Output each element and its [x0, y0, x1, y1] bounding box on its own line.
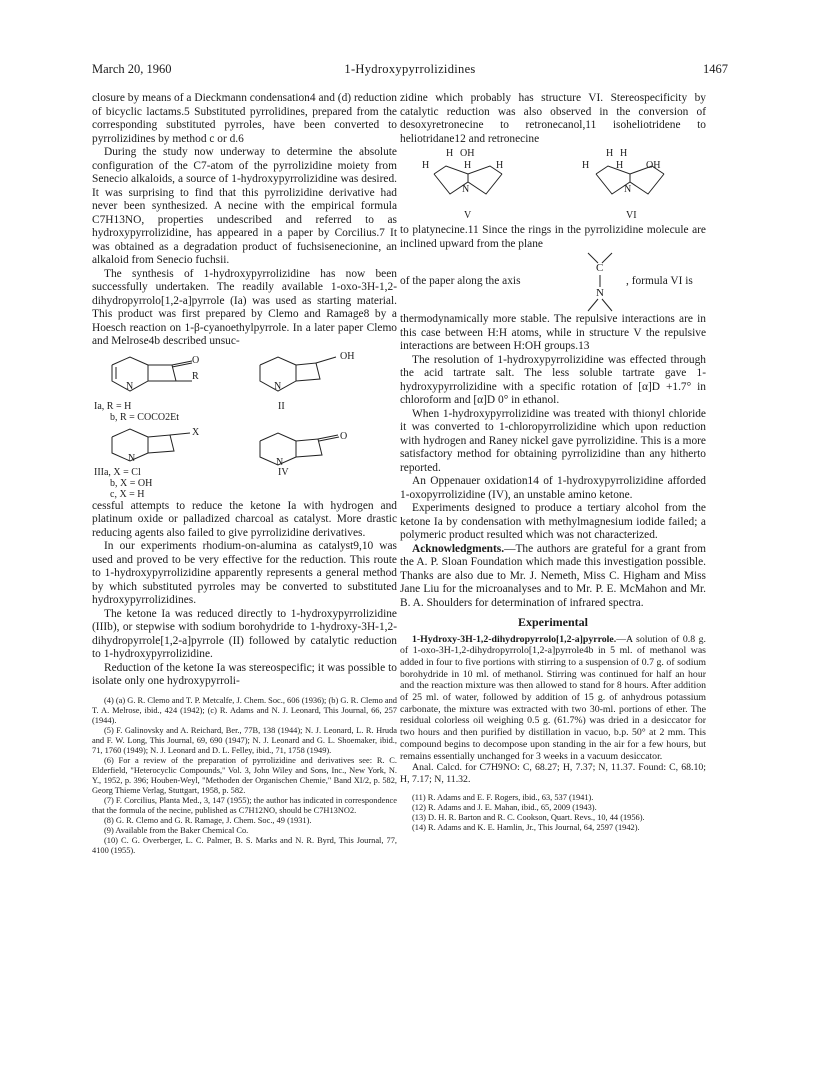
- paragraph: to platynecine.11 Since the rings in the pyrrolizidine molecule are inclined upward from the plane: [400, 224, 706, 250]
- structure-iv-label: IV: [278, 466, 289, 478]
- paragraph: Experiments designed to produce a tertiary alcohol from the ketone Ia by condensation with methylmagnesium iodide failed; a polymeric product resulted which was not characterized.: [400, 502, 706, 541]
- acknowledgments-text: —The authors are grateful for a grant from the A. P. Sloan Foundation which made this investigation possible. Thanks are also due to Mr. J. Nemeth, Miss C. Higham and Miss Jane Liu for the microanalyses and to Mr. P. E. McMahon and Mr. B. A. Shoulders for determination of infrared spectra.: [400, 542, 706, 609]
- footnote: (12) R. Adams and J. E. Mahan, ibid., 65, 2009 (1943).: [412, 802, 597, 812]
- experimental-text: —A solution of 0.8 g. of 1-oxo-3H-1,2-dihydropyrrolo[1,2-a]pyrrole4b in 5 ml. of methanol was added in four to five portions with stirring to a suspension of 0.7 g. of sodium borohydride in 10 ml. of methanol. Stirring was continued for half an hour and the reaction mixture was then allowed to stand for 8 hours. After addition of 25 ml. of water, followed by addition of 15 g. of anhydrous potassium carbonate, the mixture was extracted with two 30-ml. portions of ether. The residual colorless oil weighing 0.5 g. (61.7%) was dried in a desiccator for two hours and then purified by distillation in vacuo, b.p. 50° at 2 mm. This compound begins to decompose upon standing in the air for a few hours, but remains essentially unchanged for 3 weeks in a vacuum desiccator.: [400, 633, 706, 762]
- n-label: N: [624, 184, 632, 195]
- header-date: March 20, 1960: [92, 62, 172, 76]
- carbonyl-o-label: O: [340, 430, 348, 442]
- h-label: H: [422, 160, 430, 171]
- paragraph: An Oppenauer oxidation14 of 1-hydroxypyrrolizidine afforded 1-oxopyrrolizidine (IV), an unstable amino ketone.: [400, 475, 706, 501]
- structure-vi-drawing: [586, 152, 676, 212]
- structure-iiia-label: IIIa, X = Cl: [94, 466, 141, 478]
- h-label: H: [620, 148, 628, 159]
- hydroxyl-label: OH: [340, 350, 355, 362]
- footnote: (6) For a review of the preparation of pyrrolizidine and derivatives see: R. C. Elderfield, "Heterocyclic Compounds," Vol. 3, John Wiley and Sons, Inc., New York, N. Y., 1952, p. 396; Houben-Weyl, "Methoden der Organischen Chemie," Band XI/2, p. 582, Georg Thieme Verlag, Stuttgart, 1958, p. 582.: [92, 755, 397, 795]
- paragraph: Reduction of the ketone Ia was stereospecific; it was possible to isolate only one hydroxypyrroli-: [92, 661, 397, 687]
- left-column: [92, 92, 397, 856]
- axis-text-left: of the paper along the axis: [400, 275, 521, 287]
- page-header: [92, 62, 728, 78]
- paragraph: The ketone Ia was reduced directly to 1-hydroxypyrrolizidine (IIIb), or stepwise with sodium borohydride to 1-hydroxy-3H-1,2-dihydropyrrole[1,2-a]pyrrole (II) followed by catalytic reduction to 1-hydroxypyrrolizidine.: [92, 607, 397, 660]
- axis-diagram: [400, 251, 706, 313]
- structure-iiib-label: b, X = OH: [110, 477, 153, 489]
- oh-label: OH: [460, 148, 475, 159]
- nitrogen-label: N: [276, 456, 284, 468]
- footnote: (10) C. G. Overberger, L. C. Palmer, B. S. Marks and N. R. Byrd, This Journal, 77, 4100 (1955).: [92, 835, 397, 855]
- axis-text-right: , formula VI is: [626, 275, 693, 287]
- paragraph: When 1-hydroxypyrrolizidine was treated with thionyl chloride it was converted to 1-chloropyrrolizidine which upon reduction with hydrogen and Raney nickel gave pyrrolizidine. This is a more satisfactory method for obtaining pyrrolizidine than any hitherto reported.: [400, 407, 706, 474]
- paragraph: The synthesis of 1-hydroxypyrrolizidine has now been successfully undertaken. The readily available 1-oxo-3H-1,2-dihydropyrrolo[1,2-a]pyrrole (Ia) was used as starting material. This product was first prepared by Clemo and Ramage8 by a Hoesch reaction on 1-β-cyanoethylpyrrole. In a later paper Clemo and Melrose4b described unsuc-: [92, 267, 397, 347]
- h-label: H: [446, 148, 454, 159]
- structure-ii-label: II: [278, 400, 285, 412]
- footnote: (8) G. R. Clemo and G. R. Ramage, J. Chem. Soc., 49 (1931).: [104, 815, 312, 825]
- r-group-label: R: [192, 370, 199, 382]
- footnote: (7) F. Corcilius, Planta Med., 3, 147 (1955); the author has indicated in correspondence that the formula of the necine, published as C7H12NO, should be C7H13NO2.: [92, 795, 397, 815]
- paragraph: thermodynamically more stable. The repulsive interactions are in this case between H:H atoms, while in structure V the repulsive interactions are between H:OH groups.13: [400, 313, 706, 352]
- footnote: (5) F. Galinovsky and A. Reichard, Ber., 77B, 138 (1944); N. J. Leonard, L. R. Hruda and F. W. Long, This Journal, 69, 690 (1947); N. J. Leonard and G. L. Shoemaker, ibid., 71, 1760 (1949); N. J. Leonard and D. L. Felley, ibid., 71, 1758 (1949).: [92, 725, 397, 755]
- footnote: (14) R. Adams and K. E. Hamlin, Jr., This Journal, 64, 2597 (1942).: [412, 822, 640, 832]
- structure-ia-drawing: [110, 353, 220, 403]
- x-group-label: X: [192, 426, 200, 438]
- h-label: H: [582, 160, 590, 171]
- running-title: 1-Hydroxypyrrolizidines: [344, 62, 476, 76]
- structure-ib-label: b, R = COCO2Et: [110, 411, 179, 423]
- footnotes-right: [400, 793, 706, 833]
- acknowledgments: [400, 543, 706, 611]
- paragraph: The resolution of 1-hydroxypyrrolizidine was effected through the acid tartrate salt. The less soluble tartrate gave 1-hydroxypyrrolizidine with a specific rotation of [α]D +1.7° in chloroform and [α]D 0° in ethanol.: [400, 353, 706, 406]
- oh-label: OH: [646, 160, 661, 171]
- right-column: [400, 92, 706, 833]
- page-number: 1467: [703, 62, 728, 76]
- structures-i-iv: [92, 350, 397, 500]
- footnotes-left: [92, 696, 397, 856]
- nitrogen-label: N: [274, 380, 282, 392]
- paragraph: closure by means of a Dieckmann condensation4 and (d) reduction of bicyclic lactams.5 Substituted pyrrolidines, prepared from the corresponding substituted pyrroles, have been converted to pyrrolizidines by method c or d.6: [92, 92, 397, 145]
- footnote: (13) D. H. R. Barton and R. C. Cookson, Quart. Revs., 10, 44 (1956).: [412, 812, 645, 822]
- h-label: H: [496, 160, 504, 171]
- axis-c-n-drawing: [580, 251, 620, 313]
- structure-ia-label: Ia, R = H: [94, 400, 132, 412]
- carbonyl-o-label: O: [192, 354, 200, 366]
- n-label: N: [462, 184, 470, 195]
- analysis-text: Anal. Calcd. for C7H9NO: C, 68.27; H, 7.37; N, 11.37. Found: C, 68.10; H, 7.17; N, 11.32.: [400, 762, 706, 785]
- structure-v-label: V: [464, 210, 472, 221]
- structure-iii-drawing: [110, 427, 220, 469]
- h-label: H: [616, 160, 624, 171]
- experimental-compound-heading: 1-Hydroxy-3H-1,2-dihydropyrrolo[1,2-a]pyrrole.: [412, 633, 617, 645]
- structure-vi-label: VI: [626, 210, 637, 221]
- structures-v-vi: [400, 146, 706, 224]
- footnote: (11) R. Adams and E. F. Rogers, ibid., 63, 537 (1941).: [412, 792, 594, 802]
- carbon-label: C: [596, 262, 604, 274]
- footnote: (9) Available from the Baker Chemical Co.: [104, 825, 249, 835]
- structure-iv-drawing: [258, 431, 368, 473]
- nitrogen-label: N: [126, 380, 134, 392]
- nitrogen-label: N: [596, 287, 604, 299]
- structure-iiic-label: c, X = H: [110, 488, 145, 500]
- h-label: H: [606, 148, 614, 159]
- h-label: H: [464, 160, 472, 171]
- paragraph: cessful attempts to reduce the ketone Ia with hydrogen and platinum oxide or palladized charcoal as catalyst. More drastic reducing agents also failed to give pyrrolizidine derivatives.: [92, 499, 397, 539]
- nitrogen-label: N: [128, 452, 136, 464]
- experimental-heading: Experimental: [518, 615, 588, 629]
- experimental-paragraph: [400, 634, 706, 763]
- acknowledgments-heading: Acknowledgments.: [412, 542, 505, 555]
- paragraph: During the study now underway to determine the absolute configuration of the C7-atom of the pyrrolizidine moiety from Senecio alkaloids, a source of 1-hydroxypyrrolizidine was desired. It was surprising to find that this pyrrolizidine derivative had never been synthesized. A necine with the empirical formula C7H13NO, properties undescribed and referred to as hydroxypyrrolizidine, has appeared in a paper by Corcilius.7 It was obtained as a degradation product of fuchsisenecionine, an alkaloid from Senecio fuchsii.: [92, 146, 397, 266]
- footnote: (4) (a) G. R. Clemo and T. P. Metcalfe, J. Chem. Soc., 606 (1936); (b) G. R. Clemo and T. A. Melrose, ibid., 424 (1942); (c) R. Adams and N. J. Leonard, This Journal, 66, 257 (1944).: [92, 695, 397, 725]
- paragraph: zidine which probably has structure VI. Stereospecificity by catalytic reduction was also observed in the conversion of desoxyretronecine to retronecanol,11 isoheliotridene to heliotridane12 and retronecine: [400, 92, 706, 145]
- paragraph: In our experiments rhodium-on-alumina as catalyst9,10 was used and proved to be very effective for the reduction. This route to 1-hydroxypyrrolizidine apparently represents a general method by which substituted pyrroles may be converted to substituted hydroxypyrrolizidines.: [92, 540, 397, 606]
